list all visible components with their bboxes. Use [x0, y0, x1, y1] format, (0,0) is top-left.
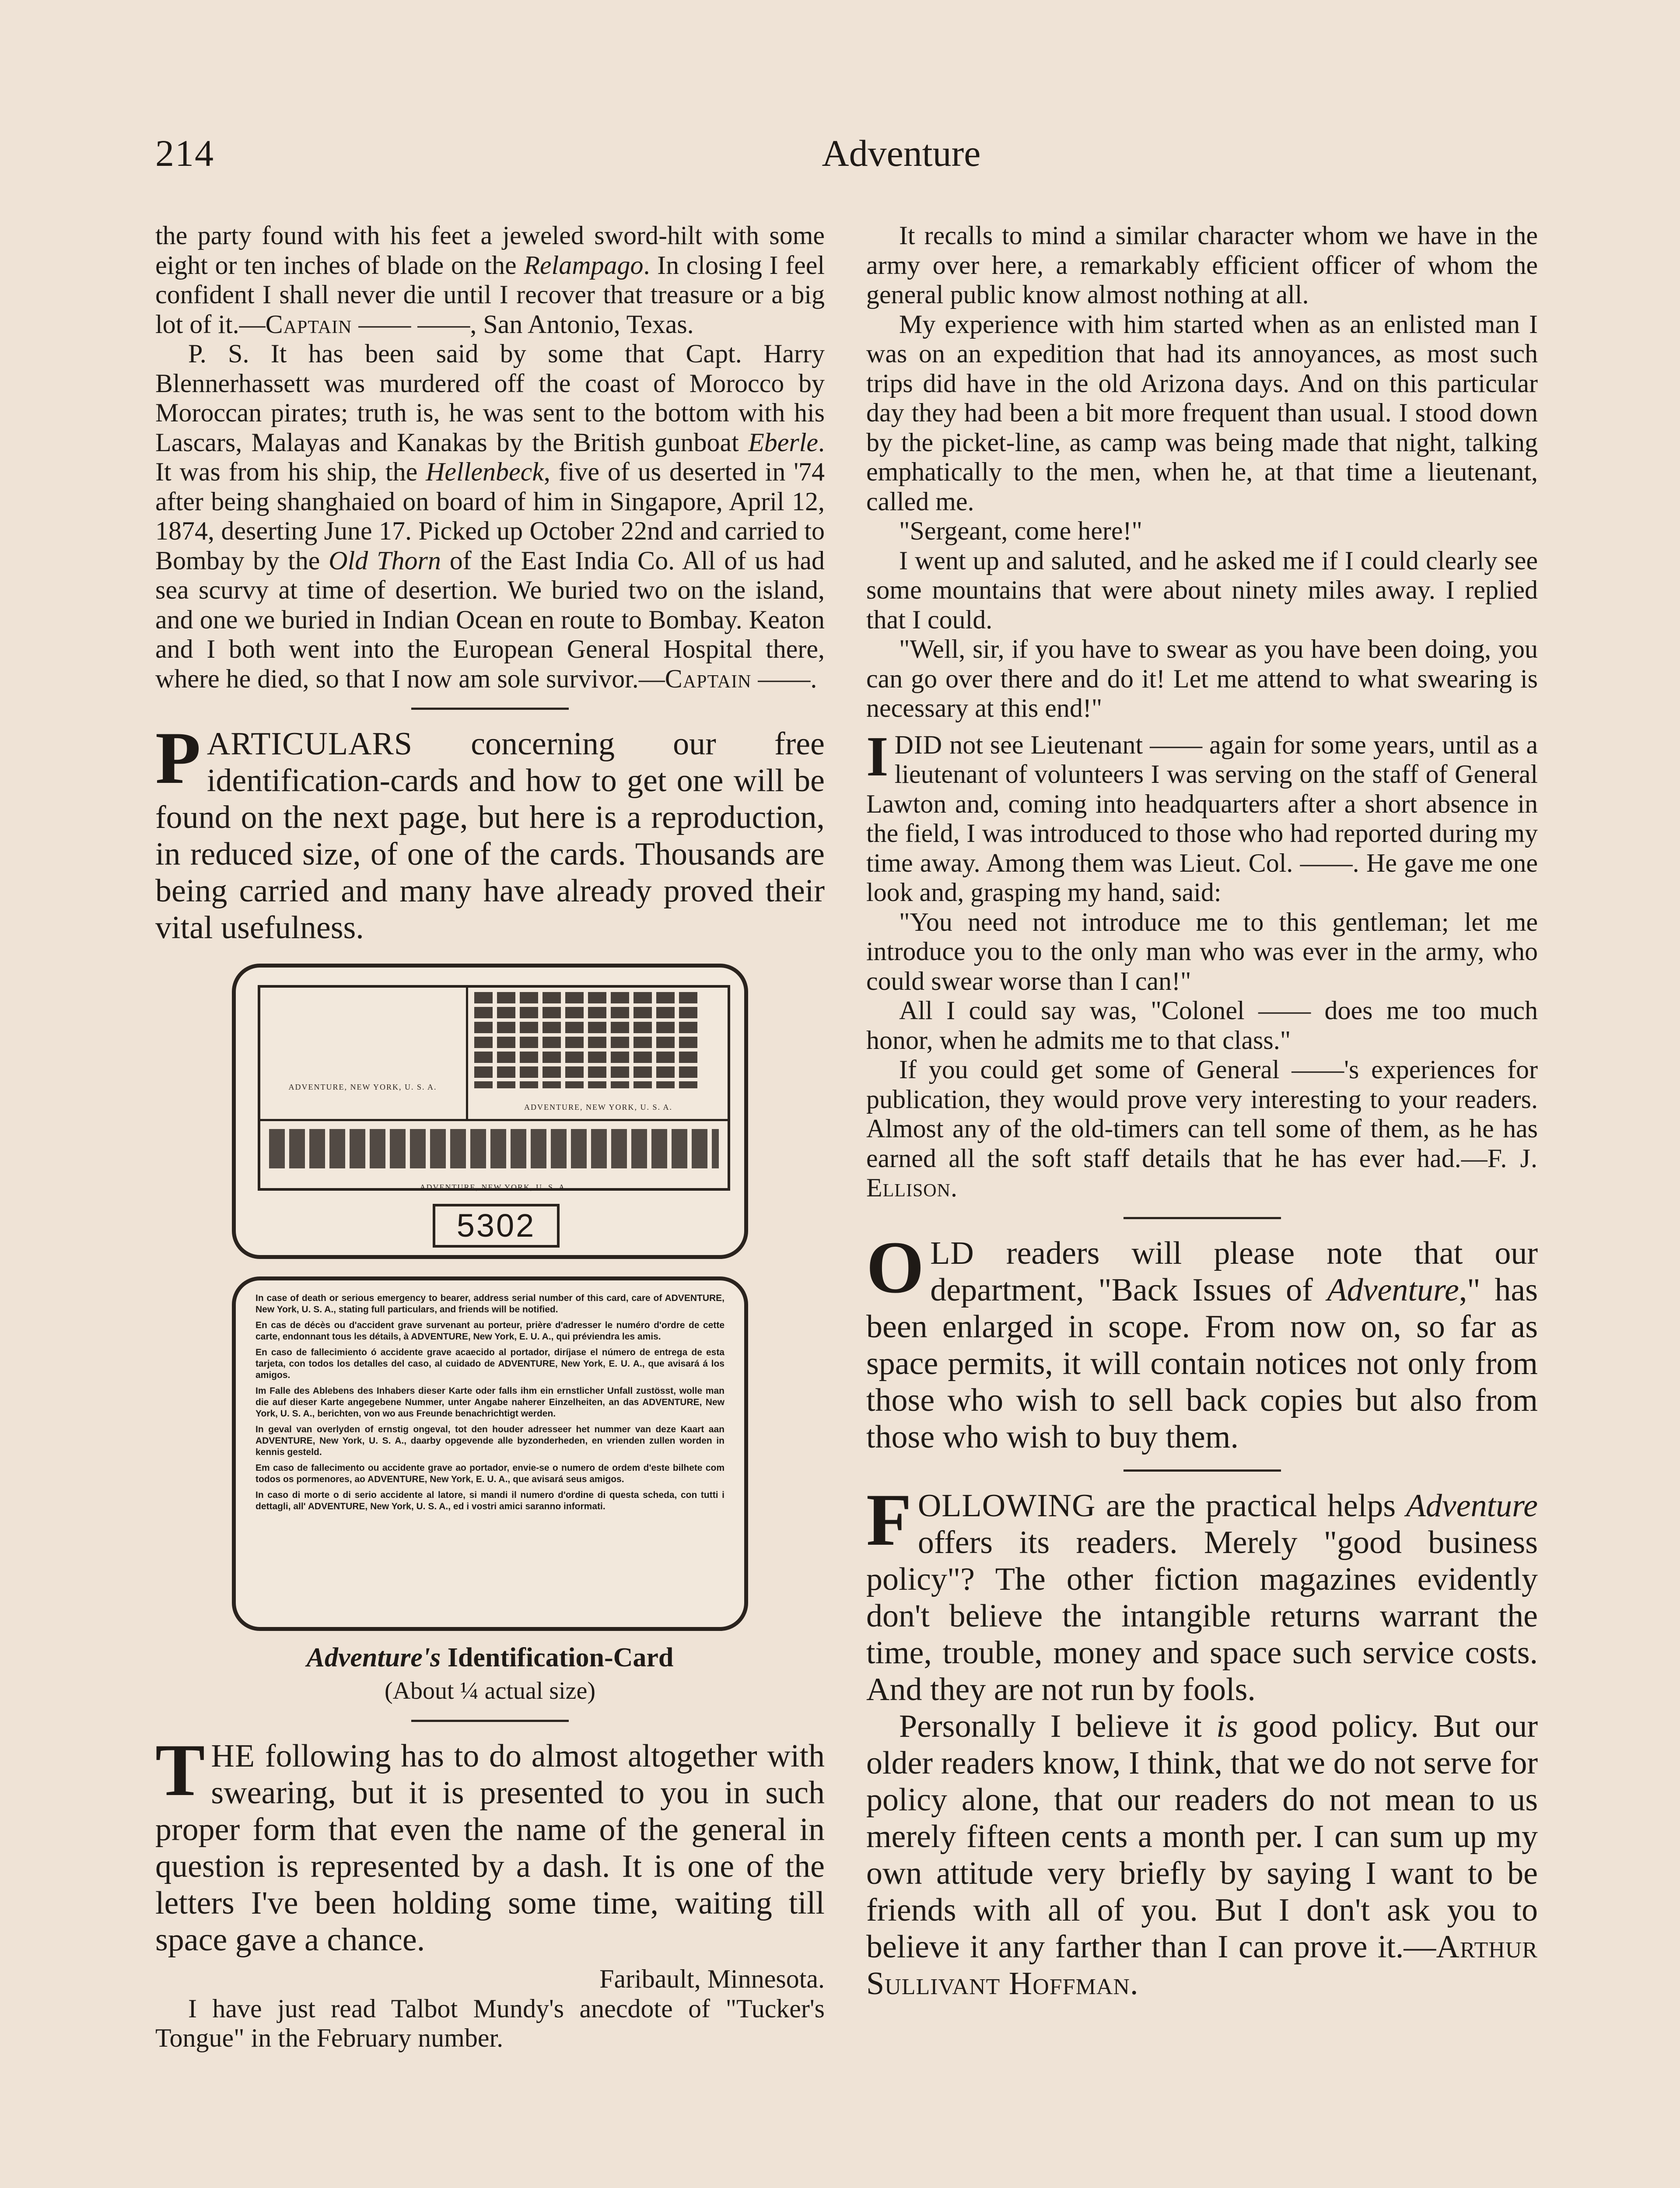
letter-paragraph: I went up and saluted, and he asked me if I could clearly see some mountains that were about ninety miles away. I replied that I could.	[866, 546, 1538, 634]
id-card-back	[232, 1276, 748, 1631]
postscript-paragraph: P. S. It has been said by some that Capt. Harry Blennerhassett was murdered off the coast of Morocco by Moroccan pirates; truth is, he was sent to the bottom with his Lascars, Malayas and Kanakas by the British gunboat Eberle. It was from his ship, the Hellenbeck, five of us deserted in '74 after being shanghaied on board of him in Singapore, April 12, 1874, deserting June 17. Picked up October 22nd and carried to Bombay by the Old Thorn of the East India Co. All of us had sea scurvy at time of desertion. We buried two on the island, and one we buried in Indian Ocean en route to Bombay. Keaton and I both went into the European General Hospital there, where he died, so that I now am sole survivor.—Captain ——.	[155, 339, 825, 693]
section-divider	[1124, 1217, 1281, 1219]
card-back-italian: In caso di morte o di serio accidente al latore, si mandi il numero d'ordine di questa scheda, con tutti i dettagli, all' ADVENTURE, New York, U. S. A., ed i vostri amici saranno informati.	[256, 1490, 724, 1511]
letter-paragraph: All I could say was, "Colonel —— does me too much honor, when he admits me to that class."	[866, 996, 1538, 1055]
card-back-dutch: In geval van overlyden of ernstig ongeval, tot den houder adresseer het nummer van deze Kaart aan ADVENTURE, New York, U. S. A., daarby opgevende alle byzonderheden, en vrienden zullen worden in kennis gesteld.	[256, 1424, 724, 1457]
swearing-intro-paragraph: THE following has to do almost altogether with swearing, but it is presented to you in such proper form that even the name of the general in question is represented by a dash. It is one of the letters I've been holding some time, waiting till space gave a chance.	[155, 1729, 825, 1958]
particulars-paragraph: PARTICULARS concerning our free identification-cards and how to get one will be found on the next page, but here is a reproduction, in reduced size, of one of the cards. Thousands are being carried and many have already proved their vital usefulness.	[155, 717, 825, 946]
card-back-spanish: En caso de fallecimiento ó accidente grave acaecido al portador, diríjase el número de entrega de esta tarjeta, con todos los detalles del caso, al cuidado de ADVENTURE, New York, E. U. A., que avisará á los amigos.	[256, 1347, 724, 1380]
letter-paragraph: I DID not see Lieutenant —— again for some years, until as a lieutenant of volunteers I was serving on the staff of General Lawton and, coming into headquarters after a short absence in the field, I was introduced to those who had reported during my time away. Among them was Lieut. Col. ——. He gave me one look and, grasping my hand, said:	[866, 725, 1538, 907]
letter-paragraph: "You need not introduce me to this gentleman; let me introduce you to the only man who was ever in the army, who could swear worse than I can!"	[866, 907, 1538, 996]
right-column	[866, 221, 1538, 2002]
card-front-bottom-row: ADVENTURE, NEW YORK, U. S. A.	[260, 1119, 728, 1188]
card-back-german: Im Falle des Ablebens des Inhabers dieser Karte oder falls ihm ein ernstlicher Unfall zustösst, wolle man die auf dieser Karte angegebene Nummer, unter Angabe naherer Einzelheiten, an das ADVENTURE, New York, U. S. A., berichten, von wo aus Freunde benachrichtigt werden.	[256, 1386, 724, 1419]
card-serial-number: 5302	[433, 1204, 560, 1248]
running-head-title: Adventure	[822, 132, 981, 174]
card-back-portuguese: Em caso de fallecimento ou accidente grave ao portador, envie-se o numero de ordem d'este bilhete com todos os pormenores, ao ADVENTURE, New York, E. U. A., que avisará seus amigos.	[256, 1463, 724, 1484]
card-arabic-text: ADVENTURE, NEW YORK, U. S. A.	[288, 1083, 437, 1091]
card-caption: Adventure's Identification-Card	[306, 1643, 674, 1673]
letter-paragraph: the party found with his feet a jeweled sword-hilt with some eight or ten inches of blade on the Relampago. In closing I feel confident I shall never die until I recover that treasure or a big lot of it.—Captain —— ——, San Antonio, Texas.	[155, 221, 825, 339]
section-divider	[1124, 1469, 1281, 1472]
letter-paragraph: My experience with him started when as an enlisted man I was on an expedition that had its annoyances, as most such trips did have in the old Arizona days. And on this particular day they had been a bit more frequent than usual. I stood down by the picket-line, as camp was being made that night, talking emphatically to the men, when he, at that time a lieutenant, called me.	[866, 309, 1538, 516]
id-card-front	[232, 964, 748, 1259]
left-column	[155, 221, 825, 2053]
letter-paragraph: It recalls to mind a similar character whom we have in the army over here, a remarkably efficient officer of whom the general public know almost nothing at all.	[866, 221, 1538, 309]
card-back-english: In case of death or serious emergency to bearer, address serial number of this card, care of ADVENTURE, New York, U. S. A., stating full particulars, and friends will be notified.	[256, 1293, 724, 1315]
letter-place: Faribault, Minnesota.	[599, 1964, 825, 1993]
letter-paragraph: "Sergeant, come here!"	[899, 516, 1142, 545]
card-front-frame	[258, 985, 730, 1191]
section-divider	[411, 1720, 569, 1722]
practical-helps-paragraph: FOLLOWING are the practical helps Adventure offers its readers. Merely "good business policy"? The other fiction magazines evidently don't believe the intangible returns warrant the time, trouble, money and space such service costs. And they are not run by fools.	[866, 1478, 1538, 1708]
card-back-french: En cas de décès ou d'accident grave survenant au porteur, prière d'adresser le numéro d'ordre de cette carte, endonnant tous les détails, à ADVENTURE, New York, E. U. A., qui préviendra les amis.	[256, 1320, 724, 1342]
letter-paragraph: If you could get some of General ——'s experiences for publication, they would prove very interesting to your readers. Almost any of the old-timers can tell some of them, as he has earned all the soft staff details that he has ever had.—F. J. Ellison.	[866, 1055, 1538, 1202]
section-divider	[411, 708, 569, 710]
page-number: 214	[155, 132, 214, 174]
letter-opening: I have just read Talbot Mundy's anecdote of "Tucker's Tongue" in the February number.	[155, 1994, 825, 2052]
card-caption-size: (About ¼ actual size)	[384, 1677, 596, 1704]
letter-paragraph: "Well, sir, if you have to swear as you have been doing, you can go over there and do it! Let me attend to what swearing is necessary at this end!"	[866, 635, 1538, 722]
back-issues-paragraph: OLD readers will please note that our department, "Back Issues of Adventure," has been enlarged in scope. From now on, so far as space permits, it will contain notices not only from those who wish to sell back copies but also from those who wish to buy them.	[866, 1226, 1538, 1455]
card-cjk-text: ADVENTURE, NEW YORK, U. S. A.	[466, 988, 728, 1119]
editor-paragraph: Personally I believe it is good policy. But our older readers know, I think, that we do not serve for policy alone, that our readers do not mean to us merely fifteen cents a month per. I can sum up my own attitude very briefly by saying I want to be friends with all of you. But I don't ask you to believe it any farther than I can prove it.—Arthur Sullivant Hoffman.	[866, 1708, 1538, 2002]
